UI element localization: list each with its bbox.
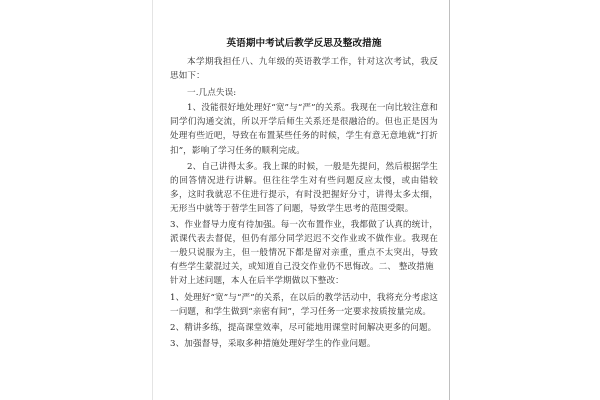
paragraph-point-1: 1、没能很好地处理好“宽”与“严”的关系。我现在一向比较注意和同学们沟通交流，所以开学后师生关系还是很融洽的。但也正是因为处理有些近吧，导致在布置某些任务的时候，学生有意无意地就“打折扣”，影响了学习任务的顺利完成。 — [170, 103, 438, 156]
document-page — [170, 38, 438, 351]
measure-3: 3、加强督导，采取多种措施处理好学生的作业问题。 — [170, 338, 376, 349]
page-left-edge — [152, 0, 153, 400]
transition-paragraph: 针对上述问题，本人在后半学期做以下整改： — [170, 276, 344, 287]
measure-1: 1、处理好“宽”与“严”的关系，在以后的教学活动中，我将充分考虑这一问题，和学生做到“亲密有间”，学习任务一定要求按质按量完成。 — [170, 292, 438, 317]
document-title: 英语期中考试后教学反思及整改措施 — [226, 38, 382, 49]
section-heading-mistakes: 一.几点失误: — [187, 88, 237, 99]
paragraph-point-2: 2、自己讲得太多。我上课的时候，一般是先提问，然后根据学生的回答情况进行讲解。但往往学生对有些问题反应太慢，或由错较多，这时我就忍不住进行提示，有时没把握好分寸，讲得太多太细，无形当中就等于替学生回答了问题，导致学生思考的范围受限。 — [170, 161, 438, 214]
measure-2: 2、精讲多练，提高课堂效率，尽可能地用课堂时间解决更多的问题。 — [170, 322, 437, 333]
page-right-edge — [449, 0, 450, 400]
intro-paragraph: 本学期我担任八、九年级的英语教学工作，针对这次考试，我反思如下： — [170, 57, 438, 82]
paragraph-point-3: 3、作业督导力度有待加强。每一次布置作业，我都做了认真的统计，派课代表去督促，但仍有部分同学迟迟不交作业或不做作业。我现在一般只说服为主，但一般情况下都是留对亲重，重点不太突出，导致有些学生蒙混过关，或知道自己没交作业仍不思悔改。二、 整改措施 — [170, 220, 438, 273]
